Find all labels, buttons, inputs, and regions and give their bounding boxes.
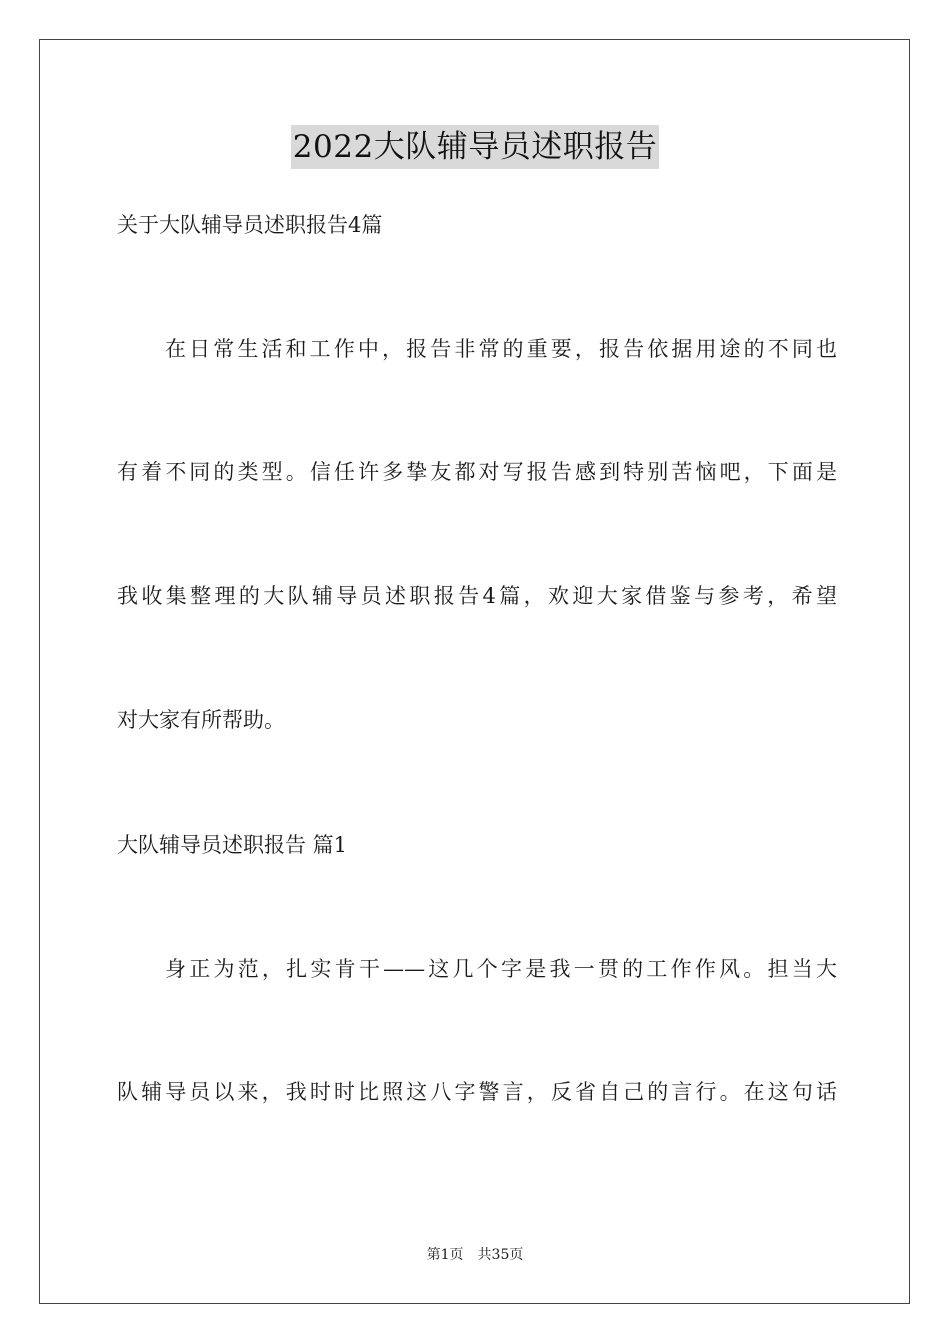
total-pages: 共35页: [477, 1247, 524, 1263]
paragraph-line: 身正为范，扎实肯干——这几个字是我一贯的工作作风。担当大: [165, 957, 837, 981]
document-title: 2022大队辅导员述职报告: [291, 125, 659, 169]
section-heading: 大队辅导员述职报告 篇1: [117, 833, 348, 857]
paragraph-line: 我收集整理的大队辅导员述职报告4篇，欢迎大家借鉴与参考，希望: [117, 584, 837, 608]
page-number: 第1页: [426, 1247, 464, 1263]
paragraph-line: 在日常生活和工作中，报告非常的重要，报告依据用途的不同也: [165, 337, 837, 361]
paragraph-line: 有着不同的类型。信任许多挚友都对写报告感到特别苦恼吧，下面是: [117, 460, 837, 484]
paragraph-line: 对大家有所帮助。: [117, 708, 285, 732]
title-container: [0, 125, 950, 169]
paragraph-line: 队辅导员以来，我时时比照这八字警言，反省自己的言行。在这句话: [117, 1080, 837, 1104]
document-subtitle: 关于大队辅导员述职报告4篇: [117, 213, 383, 237]
page-footer: [0, 1245, 950, 1265]
